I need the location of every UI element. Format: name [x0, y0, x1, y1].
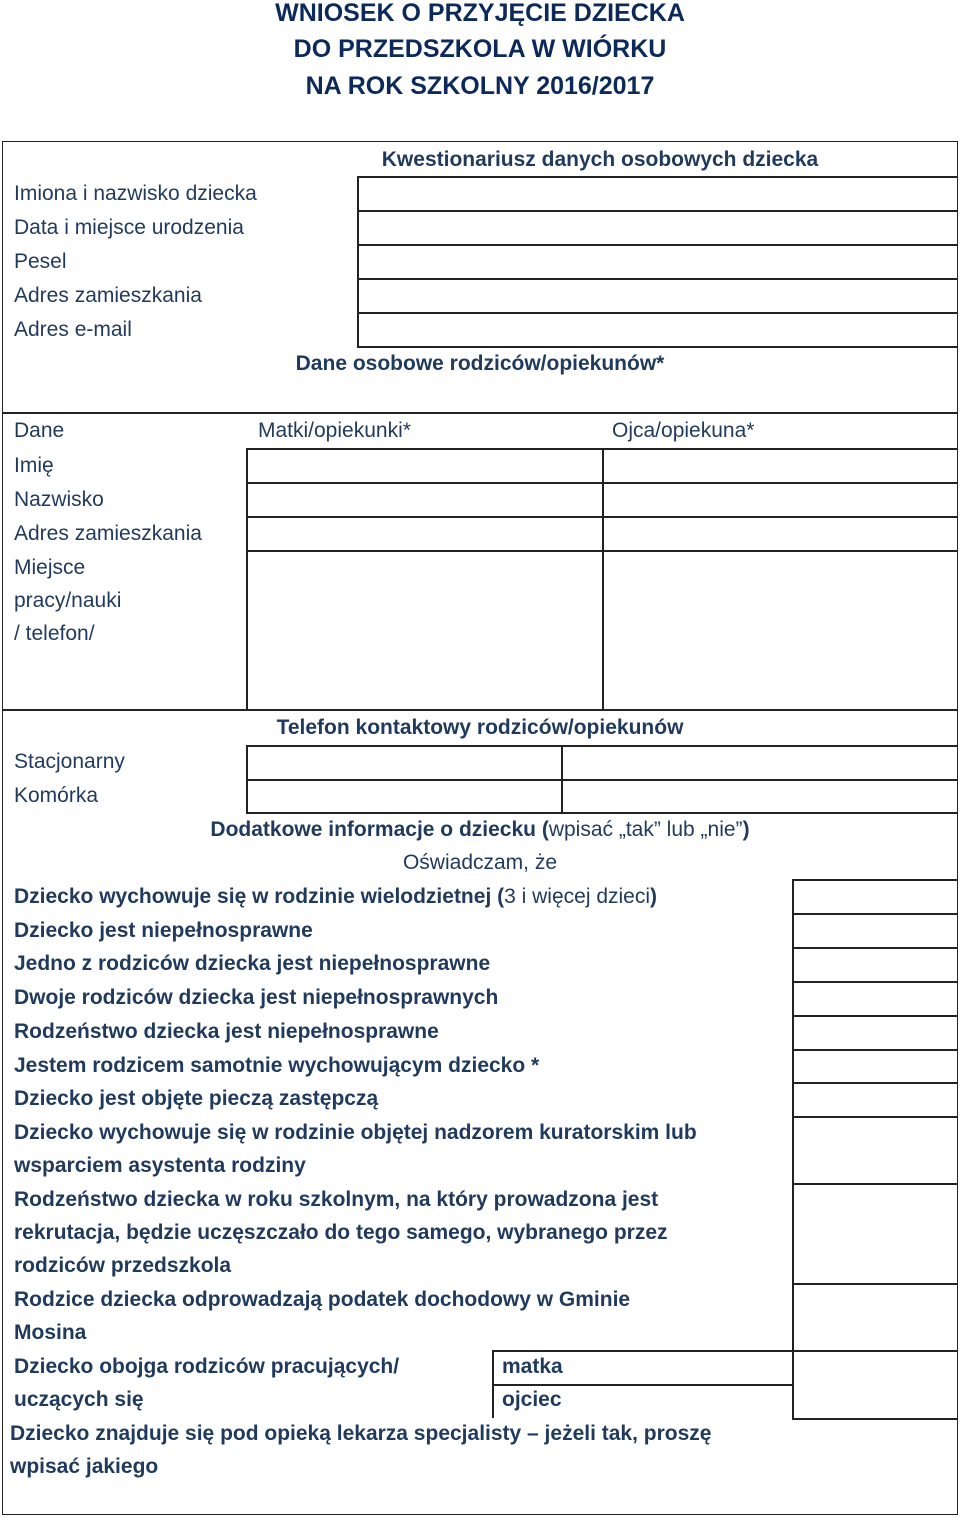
answer-child-disabled-field[interactable]: [794, 915, 956, 947]
parents-col-father: Ojca/opiekuna*: [612, 419, 755, 442]
item-large-family-close: ): [650, 885, 658, 908]
parents-label-work-line-2: pracy/nauki: [14, 589, 122, 612]
child-label-name: Imiona i nazwisko dziecka: [14, 182, 257, 205]
parents-label-work-line-1: Miejsce: [14, 556, 86, 579]
answer-specialist-field[interactable]: [794, 1420, 956, 1512]
item-one-parent-disabled: Jedno z rodziców dziecka jest niepełnosprawne: [14, 952, 491, 975]
form-title-line-3: NA ROK SZKOLNY 2016/2017: [305, 72, 655, 100]
item-specialist-line-1: Dziecko znajduje się pod opieką lekarza specjalisty – jeżeli tak, proszę: [10, 1422, 712, 1445]
answer-sibling-disabled-field[interactable]: [794, 1017, 956, 1049]
item-sibling-same-school-line-2: rekrutacja, będzie uczęszczało do tego samego, wybranego przez: [14, 1221, 668, 1244]
father-work-field[interactable]: [604, 552, 956, 708]
item-sibling-same-school-line-1: Rodzeństwo dziecka w roku szkolnym, na który prowadzona jest: [14, 1188, 659, 1211]
father-last-name-field[interactable]: [604, 484, 956, 516]
item-supervision-line-1: Dziecko wychowuje się w rodzinie objętej nadzorem kuratorskim lub: [14, 1121, 697, 1144]
answer-working-father-field[interactable]: [794, 1386, 956, 1418]
father-address-field[interactable]: [604, 518, 956, 550]
child-email-field[interactable]: [359, 314, 956, 346]
child-address-field[interactable]: [359, 280, 956, 312]
child-name-field[interactable]: [359, 178, 956, 210]
answer-tax-field[interactable]: [794, 1285, 956, 1350]
mother-last-name-field[interactable]: [248, 484, 600, 516]
additional-section-header: [0, 813, 960, 847]
item-both-parents-disabled: Dwoje rodziców dziecka jest niepełnosprawnych: [14, 986, 499, 1009]
item-sibling-disabled: Rodzeństwo dziecka jest niepełnosprawne: [14, 1020, 439, 1043]
parents-label-address: Adres zamieszkania: [14, 522, 202, 545]
sub-label-mother: matka: [502, 1355, 563, 1378]
item-supervision-line-2: wsparciem asystenta rodziny: [14, 1154, 306, 1177]
landline-mother-field[interactable]: [248, 747, 559, 779]
item-large-family-bold: Dziecko wychowuje się w rodzinie wielodzietnej (: [14, 885, 505, 908]
additional-header-bold: Dodatkowe informacje o dziecku (: [210, 818, 549, 841]
item-single-parent: Jestem rodzicem samotnie wychowującym dziecko *: [14, 1054, 540, 1077]
mother-address-field[interactable]: [248, 518, 600, 550]
answer-working-mother-field[interactable]: [794, 1352, 956, 1384]
item-large-family-normal: 3 i więcej dzieci: [504, 885, 651, 908]
parents-label-work-line-3: / telefon/: [14, 622, 95, 645]
father-first-name-field[interactable]: [604, 450, 956, 482]
sub-label-father: ojciec: [502, 1388, 562, 1411]
parents-section-header: Dane osobowe rodziców/opiekunów*: [295, 352, 665, 375]
item-working-parents-line-2: uczących się: [14, 1388, 144, 1411]
child-birth-field[interactable]: [359, 212, 956, 244]
answer-supervision-field[interactable]: [794, 1118, 956, 1183]
item-large-family: [14, 880, 657, 914]
answer-single-parent-field[interactable]: [794, 1051, 956, 1082]
answer-foster-care-field[interactable]: [794, 1084, 956, 1116]
item-tax-line-1: Rodzice dziecka odprowadzają podatek dochodowy w Gminie: [14, 1288, 631, 1311]
phone-label-landline: Stacjonarny: [14, 750, 125, 773]
form-title-line-2: DO PRZEDSZKOLA W WIÓRKU: [293, 35, 667, 63]
mobile-father-field[interactable]: [563, 781, 956, 812]
item-tax-line-2: Mosina: [14, 1321, 87, 1344]
parents-col-dane: Dane: [14, 419, 65, 442]
mobile-mother-field[interactable]: [248, 781, 559, 812]
form-title-line-1: WNIOSEK O PRZYJĘCIE DZIECKA: [275, 0, 685, 27]
item-working-parents-line-1: Dziecko obojga rodziców pracujących/: [14, 1355, 400, 1378]
item-foster-care: Dziecko jest objęte pieczą zastępczą: [14, 1087, 379, 1110]
item-specialist-line-2: wpisać jakiego: [10, 1455, 159, 1478]
parents-top-line: [2, 412, 958, 414]
answer-large-family-field[interactable]: [794, 881, 956, 913]
child-label-birth: Data i miejsce urodzenia: [14, 216, 244, 239]
parents-label-first-name: Imię: [14, 454, 54, 477]
mother-work-field[interactable]: [248, 552, 600, 708]
answer-sibling-same-school-field[interactable]: [794, 1185, 956, 1283]
mother-first-name-field[interactable]: [248, 450, 600, 482]
answer-both-parents-disabled-field[interactable]: [794, 983, 956, 1015]
phone-label-mobile: Komórka: [14, 784, 99, 807]
phone-section-header: Telefon kontaktowy rodziców/opiekunów: [276, 716, 684, 739]
declaration-subheader: Oświadczam, że: [402, 851, 558, 874]
item-sibling-same-school-line-3: rodziców przedszkola: [14, 1254, 232, 1277]
additional-header-normal: wpisać „tak” lub „nie”: [548, 818, 743, 841]
child-label-email: Adres e-mail: [14, 318, 132, 341]
child-section-header: Kwestionariusz danych osobowych dziecka: [381, 148, 819, 171]
item-child-disabled: Dziecko jest niepełnosprawne: [14, 919, 313, 942]
child-label-pesel: Pesel: [14, 250, 67, 273]
landline-father-field[interactable]: [563, 747, 956, 779]
answer-one-parent-disabled-field[interactable]: [794, 949, 956, 981]
parents-label-last-name: Nazwisko: [14, 488, 104, 511]
parents-col-mother: Matki/opiekunki*: [258, 419, 411, 442]
additional-header-close: ): [742, 818, 750, 841]
child-pesel-field[interactable]: [359, 246, 956, 278]
child-label-address: Adres zamieszkania: [14, 284, 202, 307]
